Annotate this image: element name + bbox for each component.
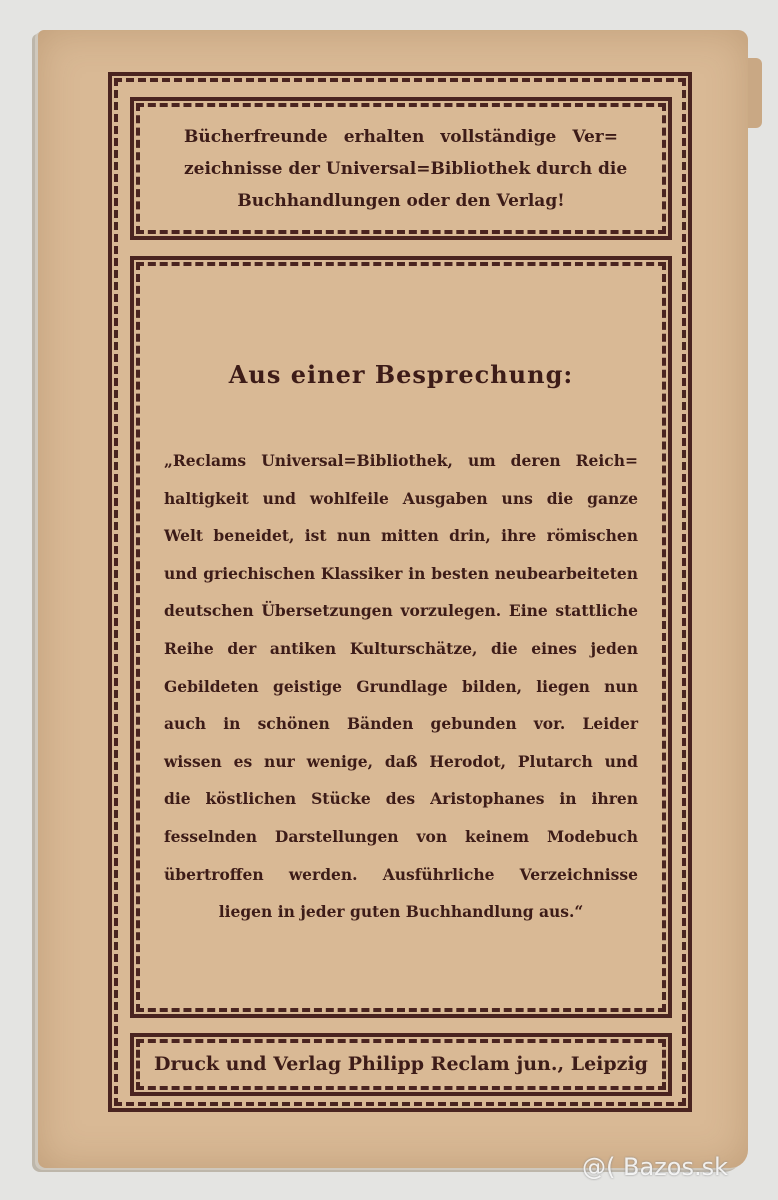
quote-line: „Reclams Universal=Bibliothek, um deren Reich=	[164, 451, 638, 470]
quote-line: übertroffen werden. Ausführliche Verzeichnisse	[164, 864, 638, 884]
quote-line: wissen es nur wenige, daß Herodot, Plutarch und	[164, 751, 638, 771]
watermark: @( Bazos.sk	[582, 1153, 728, 1181]
notice-line: Bücherfreunde erhalten vollständige Ver=	[184, 127, 618, 147]
quote-line: die köstlichen Stücke des Aristophanes in ihren	[164, 789, 638, 809]
quote-line: und griechischen Klassiker in besten neubearbeiteten	[164, 563, 638, 583]
review-heading: Aus einer Besprechung:	[228, 360, 574, 389]
review-box	[130, 256, 672, 1018]
quote-line: auch in schönen Bänden gebunden vor. Leider	[164, 714, 638, 734]
review-quote	[134, 442, 668, 931]
notice-text	[134, 121, 668, 217]
imprint-text: Druck und Verlag Philipp Reclam jun., Leipzig	[154, 1053, 648, 1075]
spine-tab	[748, 58, 762, 128]
notice-line: Buchhandlungen oder den Verlag!	[237, 191, 565, 211]
quote-line: Gebildeten geistige Grundlage bilden, liegen nun	[164, 676, 638, 696]
imprint-box	[130, 1033, 672, 1096]
quote-line: fesselnden Darstellungen von keinem Modebuch	[164, 826, 638, 846]
notice-line: zeichnisse der Universal=Bibliothek durch die	[184, 159, 628, 179]
quote-line: liegen in jeder guten Buchhandlung aus.“	[218, 902, 584, 922]
quote-line: haltigkeit und wohlfeile Ausgaben uns die ganze	[164, 488, 638, 508]
quote-line: Reihe der antiken Kulturschätze, die eines jeden	[164, 638, 638, 658]
notice-box	[130, 97, 672, 240]
quote-line: Welt beneidet, ist nun mitten drin, ihre römischen	[164, 526, 638, 546]
quote-line: deutschen Übersetzungen vorzulegen. Eine stattliche	[164, 601, 638, 621]
